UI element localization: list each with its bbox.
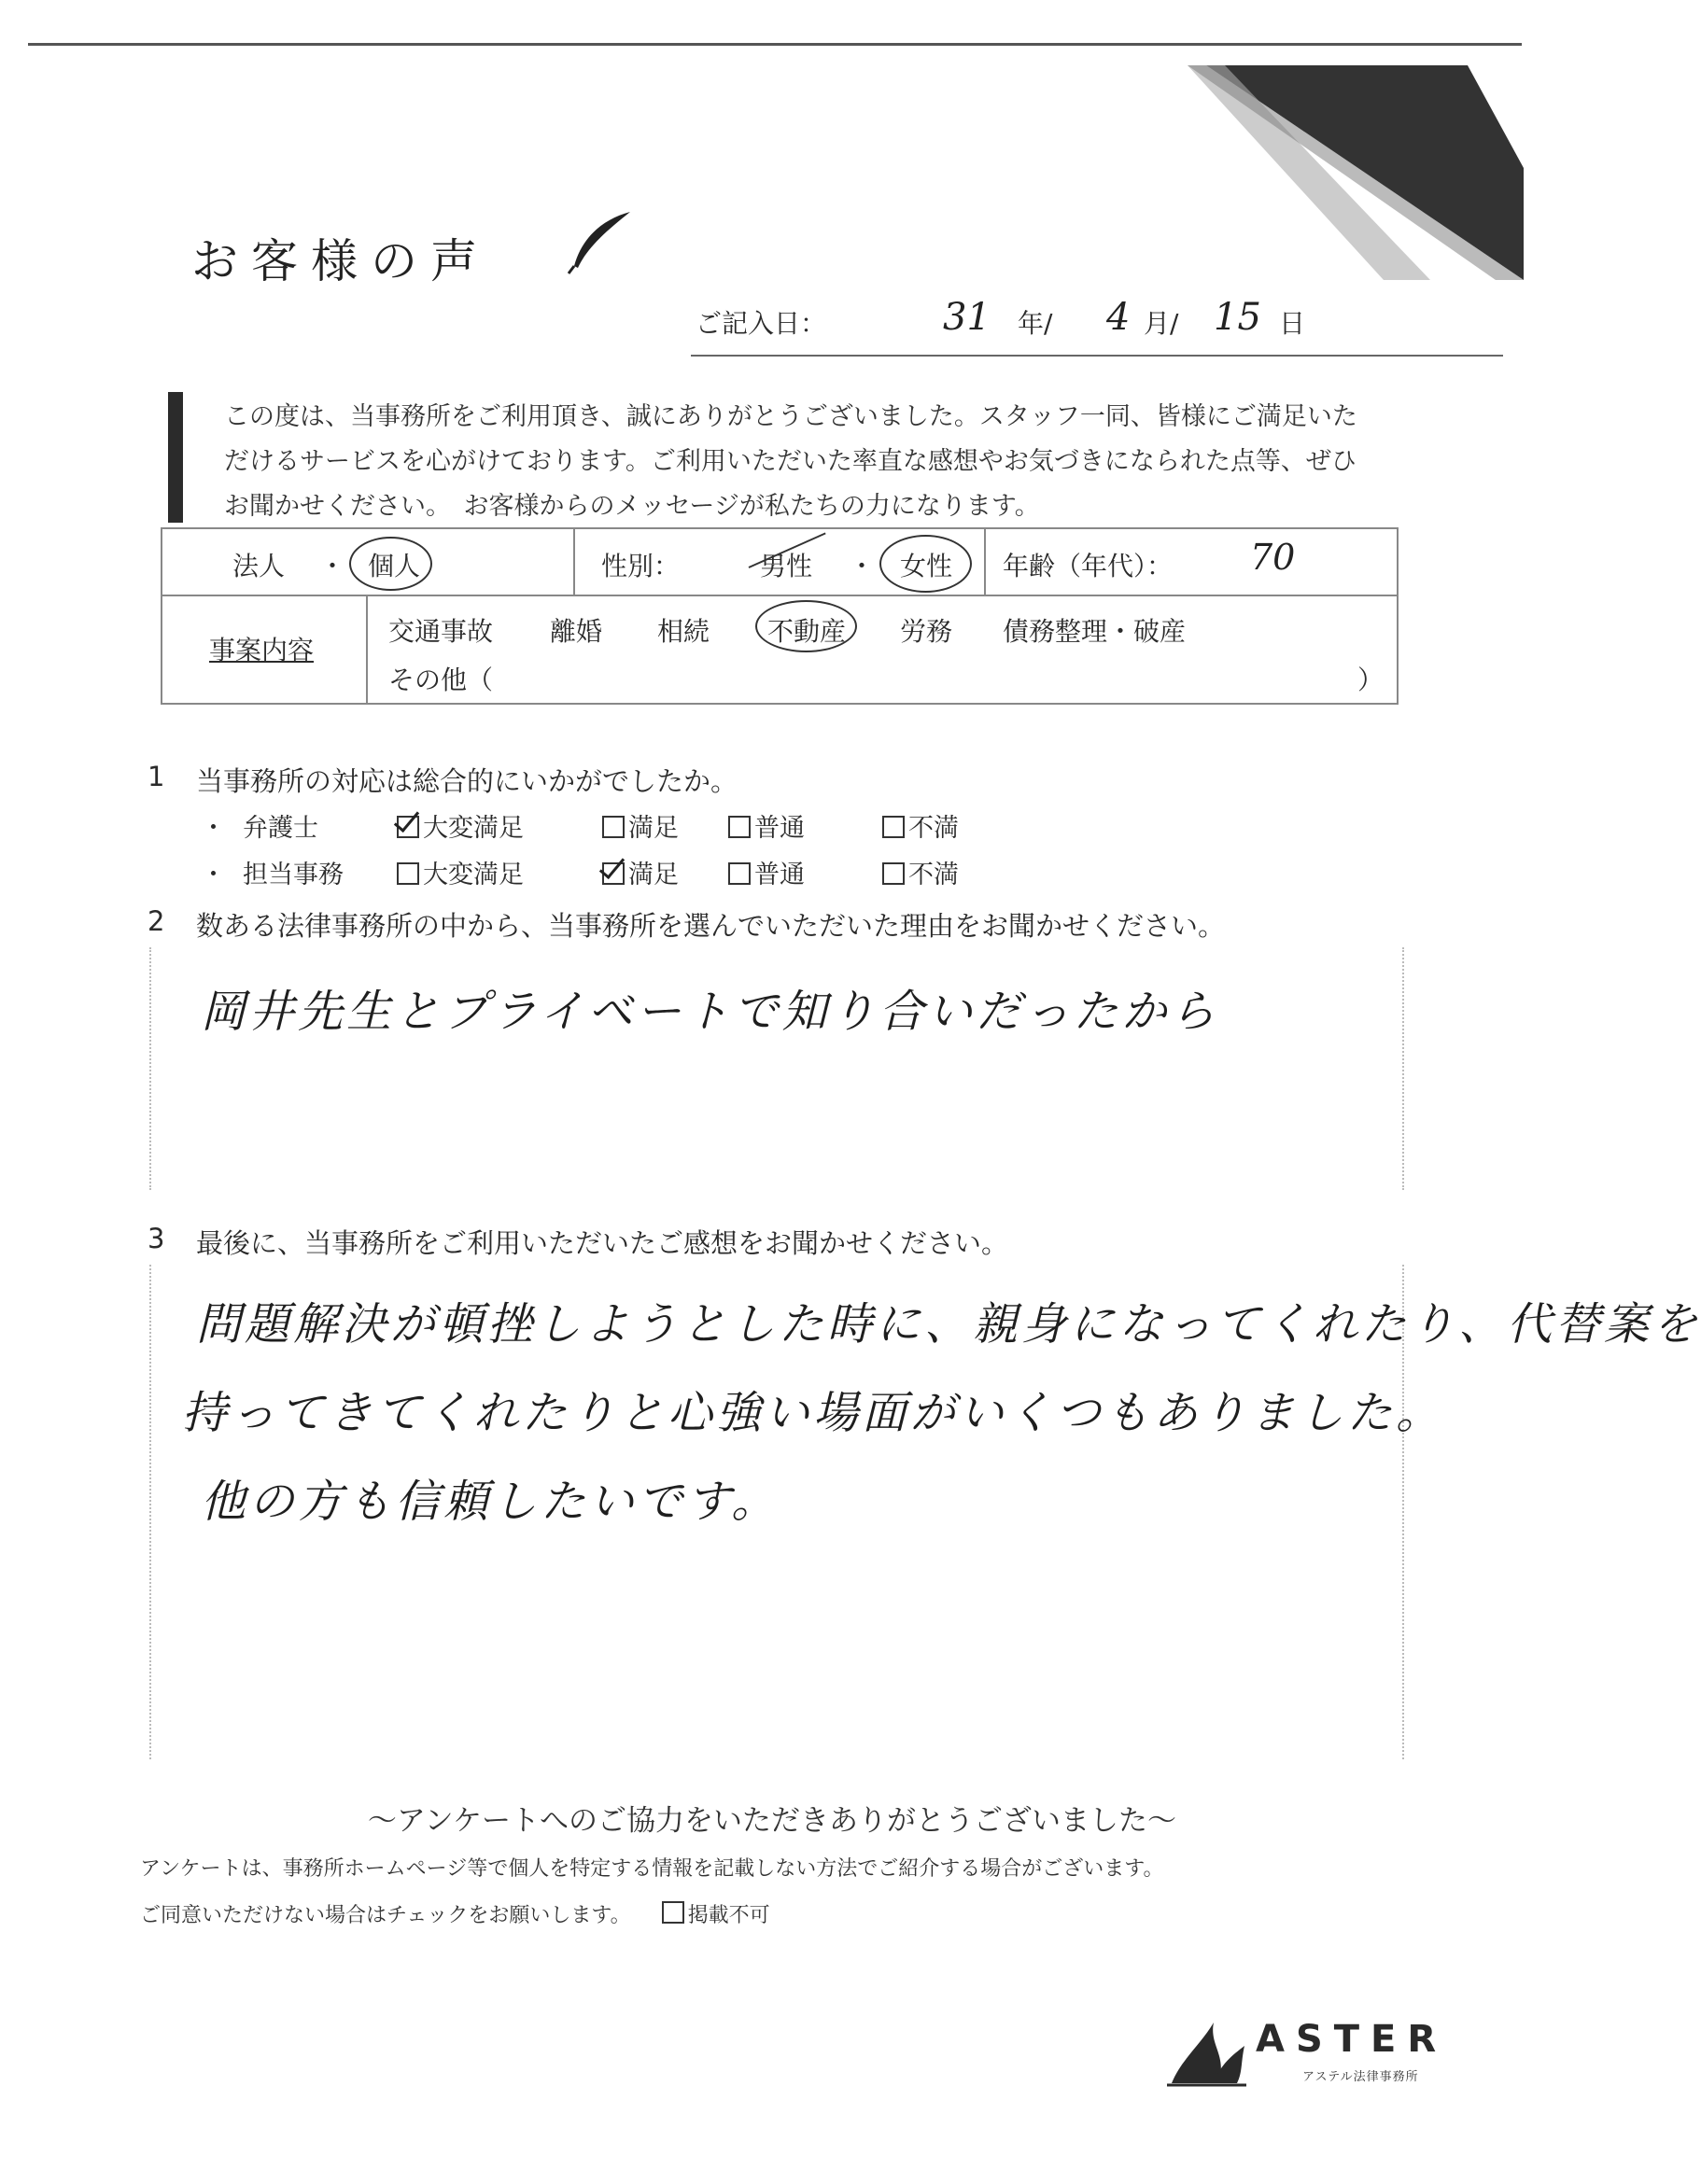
date-year-value: 31 xyxy=(943,296,991,339)
q1-option: 普通 xyxy=(728,807,805,844)
q3-answer-line: 他の方も信頼したいです。 xyxy=(201,1476,780,1528)
q1-row-label: 担当事務 xyxy=(243,861,344,889)
checkbox[interactable] xyxy=(882,816,905,838)
quill-icon xyxy=(565,210,635,275)
q3-text: 最後に、当事務所をご利用いただいたご感想をお聞かせください。 xyxy=(196,1227,1009,1259)
individual-option: 個人 xyxy=(368,551,421,581)
customer-info-table xyxy=(161,527,1399,705)
gender-label: 性別： xyxy=(601,551,681,581)
checkbox[interactable] xyxy=(397,862,419,885)
other-label: その他（ xyxy=(388,665,494,695)
table-divider xyxy=(984,529,986,595)
case-option: 離婚 xyxy=(550,616,603,647)
age-value: 70 xyxy=(1250,537,1296,578)
q1-option: 大変満足 xyxy=(397,854,524,890)
date-month-label: 月/ xyxy=(1144,308,1179,339)
q1-option: 不満 xyxy=(882,854,959,890)
q2-answer: 岡井先生とプライベートで知り合いだったから xyxy=(201,986,1219,1038)
selection-circle xyxy=(349,537,432,591)
intro-line: だけるサービスを心がけております。ご利用いただいた率直な感想やお気づきになられた点等、ぜひ xyxy=(224,447,1357,476)
separator-dot: ・ xyxy=(849,551,876,581)
date-label: ご記入日： xyxy=(696,308,827,339)
thanks-message: ～アンケートへのご協力をいただきありがとうございました～ xyxy=(367,1804,1177,1838)
bullet: ・ xyxy=(201,861,226,889)
no-publish-checkbox[interactable] xyxy=(662,1901,684,1924)
q3-number: 3 xyxy=(148,1223,165,1254)
q1-row-label: 弁護士 xyxy=(243,814,318,843)
date-day-label: 日 xyxy=(1279,308,1306,339)
other-close: ） xyxy=(1357,665,1385,695)
date-day-value: 15 xyxy=(1214,296,1261,339)
intro-line: お聞かせください。 お客様からのメッセージが私たちの力になります。 xyxy=(224,492,1040,521)
privacy-note: アンケートは、事務所ホームページ等で個人を特定する情報を記載しない方法でご紹介する場合がございます。 xyxy=(140,1857,1164,1881)
q2-text: 数ある法律事務所の中から、当事務所を選んでいただいた理由をお聞かせください。 xyxy=(196,910,1226,942)
checkbox-checked[interactable] xyxy=(602,862,625,885)
intro-accent-bar xyxy=(168,392,183,523)
corner-decoration xyxy=(1188,65,1524,280)
top-rule xyxy=(28,43,1522,46)
q2-number: 2 xyxy=(148,905,165,937)
bullet: ・ xyxy=(201,814,226,843)
case-option: 債務整理・破産 xyxy=(1003,616,1187,647)
checkbox[interactable] xyxy=(882,862,905,885)
checkbox[interactable] xyxy=(602,816,625,838)
corp-option: 法人 xyxy=(232,551,286,581)
aster-logo xyxy=(1162,2009,1470,2093)
date-year-label: 年/ xyxy=(1018,308,1053,339)
q1-option: 普通 xyxy=(728,854,805,890)
table-divider xyxy=(366,595,368,703)
age-label: 年齢（年代）： xyxy=(1003,551,1174,581)
table-divider xyxy=(162,595,1397,596)
selection-circle xyxy=(879,535,972,593)
q1-option: 満足 xyxy=(602,854,679,890)
checkbox[interactable] xyxy=(728,816,751,838)
case-option: 交通事故 xyxy=(388,616,494,647)
checkbox-checked[interactable] xyxy=(397,816,419,838)
logo-subtitle: アステル法律事務所 xyxy=(1302,2070,1419,2084)
case-option: 労務 xyxy=(900,616,953,647)
logo-name: ASTER xyxy=(1256,2018,1448,2061)
q1-option: 満足 xyxy=(602,807,679,844)
selection-circle xyxy=(755,600,857,652)
no-publish-label: 掲載不可 xyxy=(687,1904,770,1927)
checkbox[interactable] xyxy=(728,862,751,885)
q3-answer-line: 持ってきてくれたりと心強い場面がいくつもありました。 xyxy=(182,1387,1445,1439)
q1-option: 不満 xyxy=(882,807,959,844)
case-label: 事案内容 xyxy=(209,635,315,665)
case-option: 相続 xyxy=(657,616,710,647)
q1-number: 1 xyxy=(148,761,165,792)
date-month-value: 4 xyxy=(1106,296,1131,339)
separator-dot: ・ xyxy=(319,551,346,581)
date-row xyxy=(696,296,1498,350)
q1-text: 当事務所の対応は総合的にいかがでしたか。 xyxy=(196,765,738,797)
date-underline xyxy=(691,355,1503,357)
intro-line: この度は、当事務所をご利用頂き、誠にありがとうございました。スタッフ一同、皆様にご満足いた xyxy=(224,402,1357,431)
intro-text xyxy=(224,395,1438,529)
male-option: 男性 xyxy=(760,551,813,581)
q3-answer-line: 問題解決が頓挫しようとした時に、親身になってくれたり、代替案を xyxy=(196,1298,1701,1351)
female-option: 女性 xyxy=(900,551,953,581)
page-title: お客様の声 xyxy=(191,234,490,288)
case-option: 不動産 xyxy=(767,616,847,647)
table-divider xyxy=(573,529,575,595)
consent-note: ご同意いただけない場合はチェックをお願いします。 掲載不可 xyxy=(140,1899,770,1928)
flame-icon xyxy=(1162,2009,1251,2093)
q1-option: 大変満足 xyxy=(397,807,524,844)
